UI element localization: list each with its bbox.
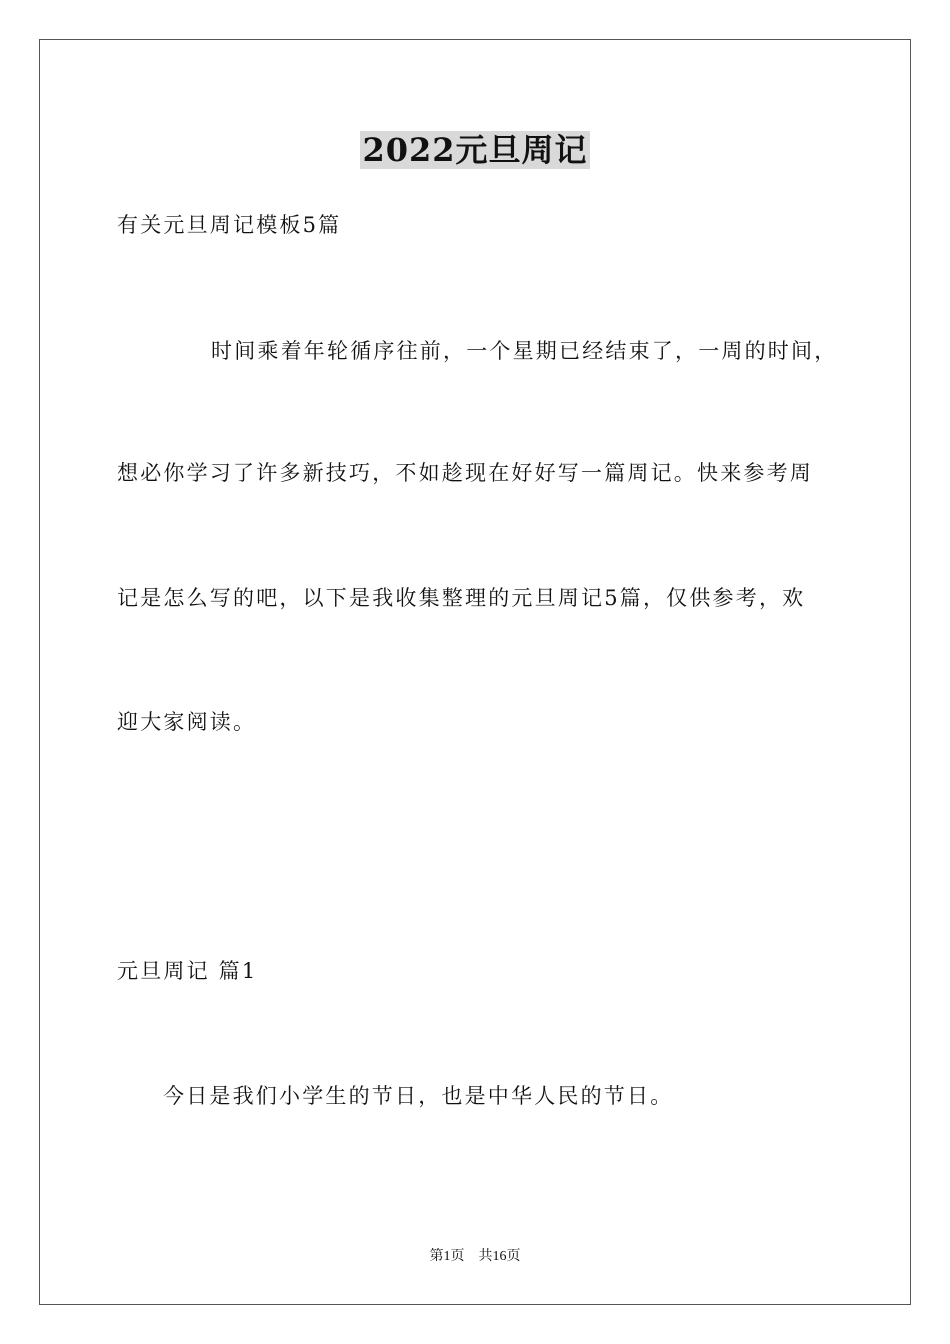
intro-line-1: 时间乘着年轮循序往前，一个星期已经结束了，一周的时间， <box>211 339 838 363</box>
page-number: 第1页 <box>429 1249 465 1264</box>
intro-line-4: 迎大家阅读。 <box>117 710 257 734</box>
document-title-text: 2022元旦周记 <box>362 131 588 169</box>
document-subtitle: 有关元旦周记模板5篇 <box>117 213 342 237</box>
intro-line-3: 记是怎么写的吧，以下是我收集整理的元旦周记5篇，仅供参考，欢 <box>117 586 806 610</box>
page-footer <box>0 1247 950 1267</box>
document-title <box>0 128 950 172</box>
section-heading: 元旦周记 篇1 <box>117 959 258 983</box>
page-total: 共16页 <box>478 1249 521 1264</box>
intro-line-2: 想必你学习了许多新技巧，不如趁现在好好写一篇周记。快来参考周 <box>117 461 813 485</box>
section-first-line: 今日是我们小学生的节日，也是中华人民的节日。 <box>163 1084 674 1108</box>
